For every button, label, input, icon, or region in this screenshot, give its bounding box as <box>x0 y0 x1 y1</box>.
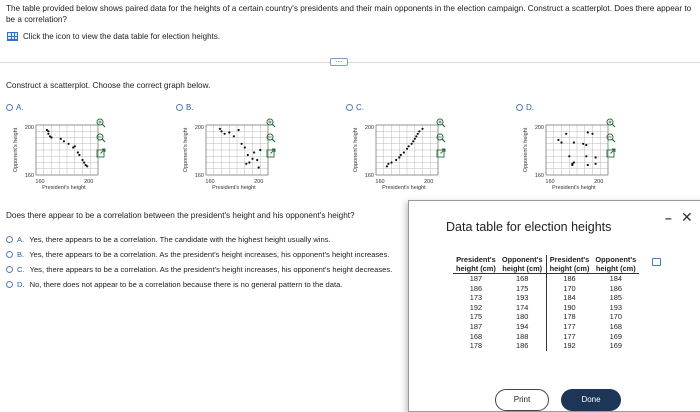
data-point <box>47 133 49 135</box>
answer-a-text: Yes, there appears to be a correlation. The candidate with the highest height usually wins. <box>29 235 331 244</box>
y-axis-label: Opponent's height <box>353 127 359 173</box>
table-cell: 186 <box>546 274 592 284</box>
data-point <box>224 133 226 135</box>
radio-c[interactable] <box>6 266 13 273</box>
table-cell: 186 <box>469 283 483 293</box>
zoom-in-icon[interactable] <box>606 118 616 128</box>
data-point <box>259 149 261 151</box>
part1-prompt: Construct a scatterplot. Choose the correct graph below. <box>6 81 211 90</box>
x-tick-label: 200 <box>594 179 604 185</box>
table-cell: 180 <box>516 312 529 322</box>
y-tick-label: 200 <box>24 125 34 131</box>
data-table-link[interactable] <box>7 32 220 41</box>
divider <box>0 62 700 63</box>
table-cell: 168 <box>469 331 483 341</box>
option-b[interactable] <box>176 103 194 112</box>
y-tick-label: 160 <box>194 173 204 179</box>
print-button[interactable]: Print <box>495 389 549 411</box>
data-point <box>587 131 589 133</box>
answer-d-label: D. <box>17 280 25 289</box>
data-point <box>47 130 49 132</box>
table-cell: 187 <box>469 321 483 331</box>
table-icon[interactable] <box>7 32 18 41</box>
option-c[interactable] <box>346 103 364 112</box>
data-point <box>595 156 597 158</box>
data-point <box>228 131 230 133</box>
table-cell: 178 <box>546 312 592 322</box>
data-point <box>418 130 420 132</box>
data-point <box>77 151 79 153</box>
data-point <box>403 151 405 153</box>
data-point <box>256 159 258 161</box>
zoom-out-icon[interactable] <box>606 133 616 143</box>
graph-tools <box>96 118 106 158</box>
answer-b-text: Yes, there appears to be a correlation. As the president's height increases, his opponent's height increases. <box>29 250 390 259</box>
expand-icon[interactable] <box>606 148 616 158</box>
option-label: A. <box>16 103 24 112</box>
expand-icon[interactable] <box>96 148 106 158</box>
data-point <box>585 155 587 157</box>
x-tick-label: 160 <box>205 179 215 185</box>
table-row <box>453 332 639 342</box>
data-point <box>251 158 253 160</box>
data-point <box>86 165 88 167</box>
table-cell: 192 <box>469 302 483 312</box>
table-cell: 193 <box>516 293 529 303</box>
table-cell: 175 <box>469 312 483 322</box>
done-button[interactable]: Done <box>561 389 621 411</box>
option-radio[interactable] <box>516 104 523 111</box>
table-row <box>453 312 639 322</box>
data-point <box>219 128 221 130</box>
header-unit-3: height (cm) <box>546 264 592 274</box>
data-point <box>585 144 587 146</box>
data-point <box>406 148 408 150</box>
table-cell: 193 <box>609 302 622 312</box>
data-point <box>248 161 250 163</box>
data-point <box>390 161 392 163</box>
table-cell: 185 <box>609 293 622 303</box>
table-cell: 187 <box>469 274 483 283</box>
table-cell: 170 <box>546 284 592 294</box>
data-point <box>414 138 416 140</box>
radio-b[interactable] <box>6 251 13 258</box>
table-cell: 186 <box>516 341 529 351</box>
x-axis-label: President's height <box>382 185 426 191</box>
table-row <box>453 322 639 332</box>
answer-b-label: B. <box>17 250 25 259</box>
header-opponent-1: Opponent's <box>501 255 543 264</box>
table-cell: 194 <box>516 321 529 331</box>
data-point <box>63 140 65 142</box>
data-table-dialog <box>408 200 700 412</box>
table-cell: 169 <box>609 341 622 351</box>
data-point <box>247 154 249 156</box>
table-cell: 168 <box>609 321 622 331</box>
part2-prompt: Does there appear to be a correlation between the president's height and his opponent's height? <box>6 211 355 220</box>
option-radio[interactable] <box>6 104 13 111</box>
option-label: C. <box>356 103 364 112</box>
data-point <box>421 128 423 130</box>
data-point <box>587 164 589 166</box>
answer-c-text: Yes, there appears to be a correlation. As the president's height increases, his opponent's height decreases. <box>29 265 393 274</box>
table-cell: 178 <box>469 341 483 351</box>
table-row <box>453 341 639 351</box>
data-point <box>83 161 85 163</box>
answer-d-text: No, there does not appear to be a correlation because there is no general pattern to the data. <box>29 280 343 289</box>
data-point <box>565 133 567 135</box>
data-point <box>233 135 235 137</box>
answer-c-label: C. <box>17 265 25 274</box>
data-point <box>78 154 80 156</box>
table-row <box>453 293 639 303</box>
data-point <box>241 143 243 145</box>
zoom-out-icon[interactable] <box>96 133 106 143</box>
data-point <box>415 135 417 137</box>
table-cell: 168 <box>516 274 529 283</box>
zoom-out-icon[interactable] <box>266 133 276 143</box>
graph-tools <box>606 118 616 158</box>
table-row <box>453 284 639 294</box>
header-unit-1: height (cm) <box>453 264 499 274</box>
x-tick-label: 200 <box>254 179 264 185</box>
header-opponent-2: Opponent's <box>595 255 637 264</box>
zoom-in-icon[interactable] <box>266 118 276 128</box>
copy-icon[interactable] <box>652 258 661 266</box>
table-row <box>453 303 639 313</box>
data-link-text: Click the icon to view the data table for election heights. <box>23 32 220 41</box>
dialog-title: Data table for election heights <box>446 220 612 234</box>
x-tick-label: 160 <box>35 179 45 185</box>
data-point <box>582 143 584 145</box>
option-radio[interactable] <box>176 104 183 111</box>
data-point <box>238 129 240 131</box>
radio-a[interactable] <box>6 236 13 243</box>
y-tick-label: 160 <box>24 173 34 179</box>
y-axis-label: Opponent's height <box>183 127 189 173</box>
option-label: D. <box>526 103 534 112</box>
data-point <box>220 130 222 132</box>
table-cell: 177 <box>546 322 592 332</box>
y-axis-label: Opponent's height <box>523 127 529 173</box>
data-point <box>400 154 402 156</box>
data-point <box>408 145 410 147</box>
y-tick-label: 200 <box>364 125 374 131</box>
x-tick-label: 160 <box>545 179 555 185</box>
data-point <box>560 141 562 143</box>
data-point <box>411 143 413 145</box>
table-cell: 186 <box>609 283 622 293</box>
option-d[interactable] <box>516 103 534 112</box>
zoom-in-icon[interactable] <box>96 118 106 128</box>
expand-icon[interactable] <box>266 148 276 158</box>
close-icon[interactable]: ✕ <box>681 209 693 225</box>
more-button[interactable]: .... <box>330 58 348 66</box>
data-point <box>386 165 388 167</box>
election-heights-table <box>453 255 639 351</box>
graph-tools <box>436 118 446 158</box>
y-tick-label: 200 <box>194 125 204 131</box>
answer-a[interactable] <box>6 235 331 244</box>
data-point <box>557 139 559 141</box>
table-cell: 170 <box>609 312 622 322</box>
header-president-1: President's <box>456 255 496 264</box>
data-point <box>50 136 52 138</box>
zoom-in-icon[interactable] <box>436 118 446 128</box>
data-point <box>395 159 397 161</box>
graph-tools <box>266 118 276 158</box>
table-cell: 174 <box>516 302 529 312</box>
data-point <box>417 133 419 135</box>
data-point <box>387 163 389 165</box>
answer-d[interactable] <box>6 280 342 289</box>
table-cell: 184 <box>609 274 622 283</box>
data-point <box>573 141 575 143</box>
option-label: B. <box>186 103 194 112</box>
answer-a-label: A. <box>17 235 25 244</box>
y-tick-label: 200 <box>534 125 544 131</box>
data-point <box>591 133 593 135</box>
table-cell: 169 <box>609 331 622 341</box>
answer-b[interactable] <box>6 250 389 259</box>
x-tick-label: 200 <box>424 179 434 185</box>
data-point <box>573 161 575 163</box>
data-point <box>412 140 414 142</box>
data-point <box>245 163 247 165</box>
data-point <box>244 146 246 148</box>
option-a[interactable] <box>6 103 24 112</box>
x-axis-label: President's height <box>552 185 596 191</box>
answer-c[interactable] <box>6 265 392 274</box>
data-point <box>81 159 83 161</box>
expand-icon[interactable] <box>436 148 446 158</box>
y-tick-label: 160 <box>534 173 544 179</box>
zoom-out-icon[interactable] <box>436 133 446 143</box>
question-text: The table provided below shows paired data for the heights of a certain country's presidents and their main opponents in the election campaign. Construct a scatterplot. Does there appear to be a correlation? <box>6 4 692 24</box>
minimize-icon[interactable]: – <box>665 211 672 225</box>
radio-d[interactable] <box>6 281 13 288</box>
table-row <box>453 274 639 284</box>
data-point <box>595 163 597 165</box>
x-tick-label: 160 <box>375 179 385 185</box>
table-cell: 173 <box>469 293 483 303</box>
y-tick-label: 160 <box>364 173 374 179</box>
table-cell: 188 <box>516 331 529 341</box>
x-axis-label: President's height <box>42 185 86 191</box>
header-unit-4: height (cm) <box>592 264 639 274</box>
data-point <box>398 156 400 158</box>
data-point <box>60 138 62 140</box>
table-cell: 184 <box>546 293 592 303</box>
table-cell: 190 <box>546 303 592 313</box>
table-cell: 175 <box>516 283 529 293</box>
data-point <box>68 143 70 145</box>
header-unit-2: height (cm) <box>499 264 546 274</box>
table-cell: 192 <box>546 341 592 351</box>
x-axis-label: President's height <box>212 185 256 191</box>
data-point <box>568 155 570 157</box>
data-point <box>253 151 255 153</box>
data-point <box>258 166 260 168</box>
option-radio[interactable] <box>346 104 353 111</box>
table-cell: 177 <box>546 332 592 342</box>
y-axis-label: Opponent's height <box>13 127 19 173</box>
x-tick-label: 200 <box>84 179 94 185</box>
header-president-2: President's <box>546 255 592 264</box>
data-point <box>74 145 76 147</box>
